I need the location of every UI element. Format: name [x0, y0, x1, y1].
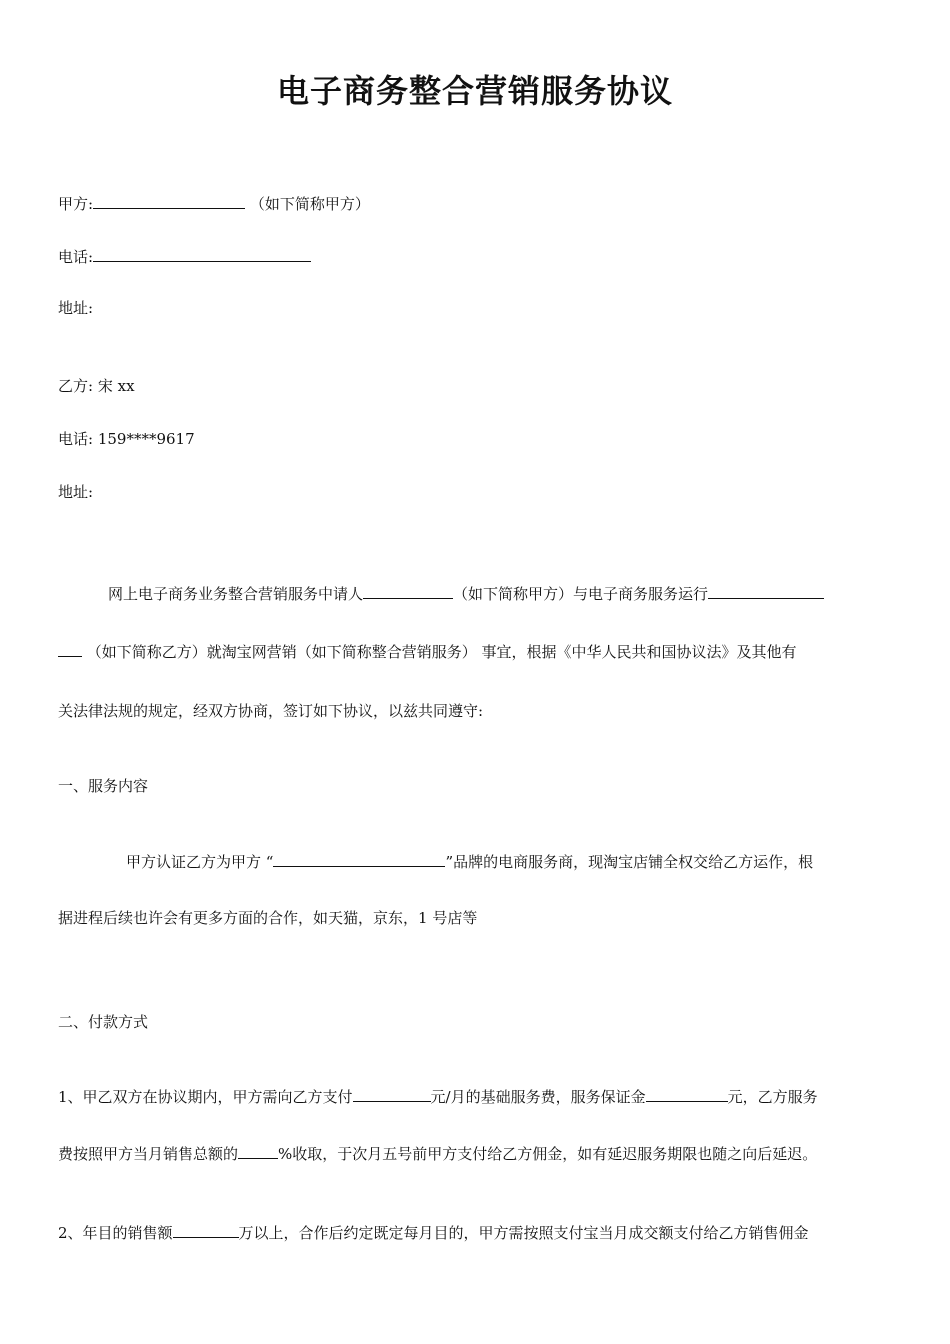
base-fee-blank — [353, 1086, 431, 1102]
section-2-item-1-line-1 — [58, 1086, 818, 1107]
section-1-heading — [58, 776, 148, 796]
document-title: 电子商务整合营销服务协议 — [276, 72, 673, 110]
intro-text-1a: 网上电子商务业务整合营销服务中请人 — [108, 585, 364, 603]
operator-blank-cont — [58, 641, 82, 657]
phone-b-value: 159****9617 — [97, 430, 195, 448]
brand-blank — [273, 851, 445, 867]
s2-text-1a: 1、甲乙双方在协议期内，甲方需向乙方支付 — [58, 1088, 353, 1106]
party-a-label: 甲方: — [58, 195, 94, 213]
section-1-title: 一、服务内容 — [58, 777, 149, 795]
s2-text-2b: 万以上，合作后约定既定每月目的，甲方需按照支付宝当月成交额支付给乙方销售佣金 — [238, 1224, 809, 1242]
party-b-line — [58, 376, 135, 396]
section-1-para-line-1 — [126, 851, 813, 872]
intro-line-2 — [58, 641, 797, 662]
s2-text-1d: 费按照甲方当月销售总额的 — [58, 1145, 239, 1163]
address-label-b: 地址: — [58, 483, 94, 501]
s1-text-2: 据进程后续也许会有更多方面的合作，如天猫，京东，1 号店等 — [58, 909, 478, 927]
intro-text-2: （如下简称乙方）就淘宝网营销（如下简称整合营销服务） 事宜，根据《中华人民共和国协议法》及其他有 — [86, 643, 797, 661]
s1-text-1a: 甲方认证乙方为甲方 “ — [126, 853, 274, 871]
section-1-para-line-2 — [58, 908, 477, 928]
party-b-address-line — [58, 482, 93, 502]
phone-label-a: 电话: — [58, 248, 94, 266]
phone-label-b: 电话: — [58, 430, 94, 448]
s2-text-1b: 元/月的基础服务费，服务保证金 — [430, 1088, 646, 1106]
operator-blank — [708, 583, 824, 599]
intro-text-1b: （如下简称甲方）与电子商务服务运行 — [453, 585, 709, 603]
phone-a-blank — [93, 246, 311, 262]
party-b-label: 乙方: — [58, 377, 94, 395]
section-2-heading — [58, 1012, 148, 1032]
party-a-blank — [93, 193, 245, 209]
party-a-suffix: （如下简称甲方） — [249, 195, 370, 213]
deposit-blank — [646, 1086, 728, 1102]
intro-line-3 — [58, 701, 483, 721]
intro-line-1 — [108, 583, 824, 604]
party-a-phone-line — [58, 246, 311, 267]
s2-text-1e: %收取，于次月五号前甲方支付给乙方佣金，如有延迟服务期限也随之向后延迟。 — [278, 1145, 818, 1163]
address-label-a: 地址: — [58, 299, 94, 317]
s2-text-1c: 元，乙方服务 — [727, 1088, 818, 1106]
party-b-phone-line — [58, 429, 195, 449]
section-2-item-2-line-1 — [58, 1222, 809, 1243]
applicant-blank — [363, 583, 453, 599]
section-2-title: 二、付款方式 — [58, 1013, 149, 1031]
s2-text-2a: 2、年目的销售额 — [58, 1224, 173, 1242]
party-b-name: 宋 xx — [97, 377, 135, 395]
party-a-line — [58, 193, 370, 214]
section-2-item-1-line-2 — [58, 1143, 817, 1164]
intro-text-3: 关法律法规的规定，经双方协商，签订如下协议，以兹共同遵守: — [58, 702, 484, 720]
s1-text-1b: ”品牌的电商服务商，现淘宝店铺全权交给乙方运作，根 — [445, 853, 814, 871]
party-a-address-line — [58, 298, 93, 318]
percent-blank — [238, 1143, 278, 1159]
annual-target-blank — [173, 1222, 239, 1238]
